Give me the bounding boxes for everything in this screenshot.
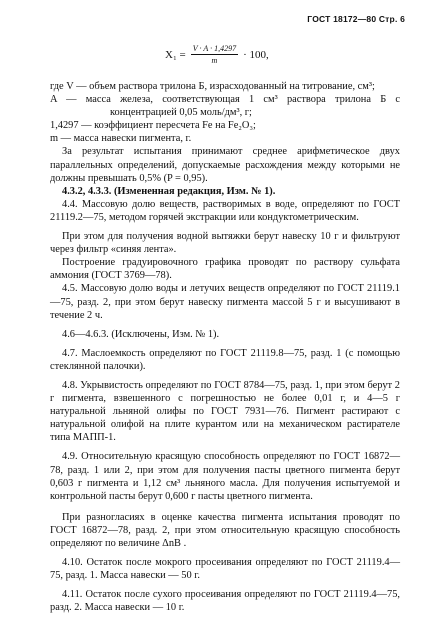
document-body — [50, 80, 400, 614]
paragraph-4-11: 4.11. Остаток после сухого просеивания определяют по ГОСТ 21119.4—75, разд. 2. Масса навески — 10 г. — [50, 589, 400, 614]
paragraph-result: За результат испытания принимают среднее арифметическое двух параллельных определений, допускаемые расхождения между которыми не должны превышать 0,5% (P = 0,95). — [50, 146, 400, 184]
definition-a: A — масса железа, соответствующая 1 см³ раствора трилона Б с концентрацией 0,05 моль/дм³, г; — [50, 94, 400, 119]
paragraph-4-10: 4.10. Остаток после мокрого просеивания определяют по ГОСТ 21119.4—75, разд. 1. Масса навески — 50 г. — [50, 557, 400, 582]
definition-v: где V — объем раствора трилона Б, израсходованный на титрование, см³; — [50, 81, 375, 92]
definition-coefficient: 1,4297 — коэффициент пересчета Fe на Fe₂O₃; — [50, 120, 256, 132]
paragraph-4-8: 4.8. Укрывистость определяют по ГОСТ 8784—75, разд. 1, при этом берут 2 г пигмента, взвешенного с погрешностью не более 0,01 г, и 4—5 г натуральной льняной олифы по ГОСТ 7931—76. Пигмент растирают с натуральной олифой на плите курантом или на механическом растирателе типа МАПП-1. — [50, 379, 400, 444]
paragraph-4-6: 4.6—4.6.3. (Исключены, Изм. № 1). — [62, 328, 220, 340]
paragraph-disputes: При разногласиях в оценке качества пигмента испытания проводят по ГОСТ 16872—78, разд. 2, при этом относительную красящую способность определяют по величине ΔnB . — [50, 511, 400, 549]
formula-numerator: V · A · 1,4297 — [192, 44, 237, 53]
paragraph-4-9: 4.9. Относительную красящую способность определяют по ГОСТ 16872—78, разд. 1 или 2, при этом для получения пасты цветного пигмента берут 0,603 г пигмента и 1,12 см³ льняного масла. Для получения испытуемой и контрольной пасты берут 0,600 г пасты цветного пигмента. — [50, 451, 400, 502]
paragraph-4-5: 4.5. Массовую долю воды и летучих веществ определяют по ГОСТ 21119.1—75, разд. 2, при этом берут навеску пигмента массой 5 г и высушивают в течение 2 ч. — [50, 283, 400, 321]
paragraph-4-3-2: 4.3.2, 4.3.3. (Измененная редакция, Изм. № 1). — [62, 185, 276, 197]
formula — [165, 44, 269, 65]
page-header: ГОСТ 18172—80 Стр. 6 — [307, 14, 405, 24]
definition-m: m — масса навески пигмента, г. — [50, 133, 192, 145]
paragraph-water-extract: При этом для получения водной вытяжки берут навеску 10 г и фильтруют через фильтр «синяя лента». — [50, 231, 400, 256]
paragraph-4-7: 4.7. Маслоемкость определяют по ГОСТ 21119.8—75, разд. 1 (с помощью стеклянной палочки). — [50, 347, 400, 372]
formula-lhs: X₁ = — [165, 48, 186, 61]
formula-fraction — [191, 44, 238, 65]
formula-denominator: m — [211, 56, 218, 65]
paragraph-4-4: 4.4. Массовую долю веществ, растворимых в воде, определяют по ГОСТ 21119.2—75, методом горячей экстракции или кондуктометрическим. — [50, 198, 400, 223]
paragraph-calibration: Построение градуировочного графика проводят по раствору сульфата аммония (ГОСТ 3769—78). — [50, 257, 400, 282]
formula-rhs: · 100, — [243, 48, 269, 61]
